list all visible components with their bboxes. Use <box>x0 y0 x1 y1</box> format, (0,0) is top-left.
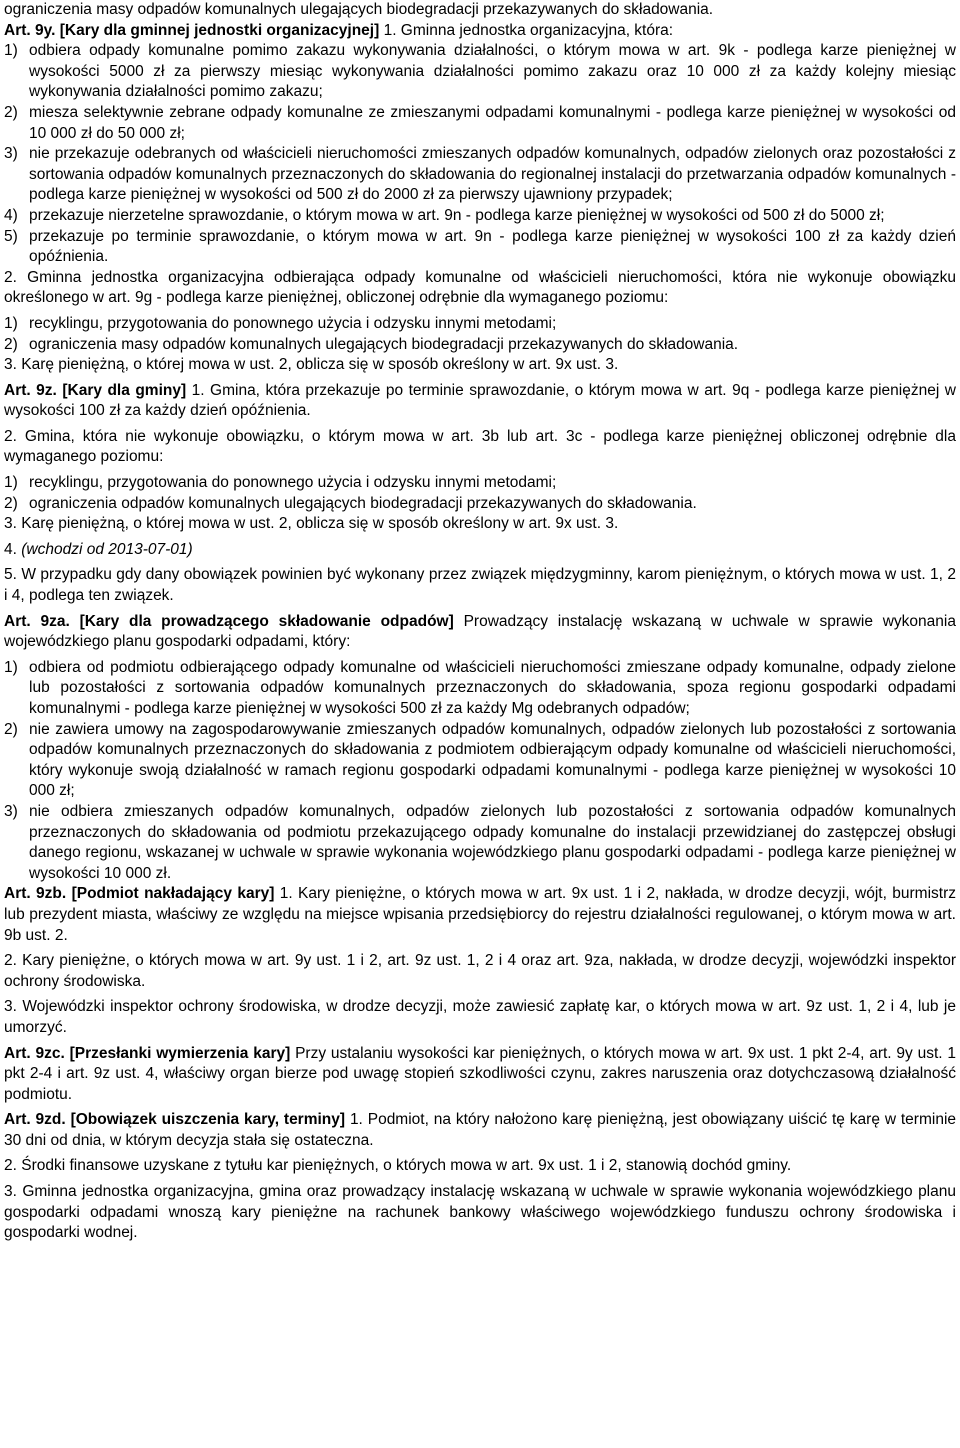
list-item: 3) nie odbiera zmieszanych odpadów komunalnych, odpadów zielonych lub pozostałości z sortowania odpadów komunalnych przeznaczonych do składowania od podmiotu przekazującego odpady komunalne do instalacji przewidzianej do zastępczej obsługi danego regionu, wskazanej w uchwale w sprawie wykonania wojewódzkiego planu gospodarki odpadami - podlega karze pieniężnej w wysokości 10 000 zł. <box>4 802 956 882</box>
paragraph: 2. Środki finansowe uzyskane z tytułu kar pieniężnych, o których mowa w art. 9x ust. 1 i 2, stanowią dochód gminy. <box>4 1157 792 1175</box>
article-number: Art. 9zb. <box>4 885 67 903</box>
list-item: 2) ograniczenia odpadów komunalnych ulegających biodegradacji przekazywanych do składowania. <box>4 494 697 512</box>
list-item: 4) przekazuje nierzetelne sprawozdanie, o którym mowa w art. 9n - podlega karze pieniężnej w wysokości od 500 zł do 5000 zł; <box>4 206 885 224</box>
article-number: Art. 9zd. <box>4 1111 66 1129</box>
article-title: [Obowiązek uiszczenia kary, terminy] <box>70 1111 346 1129</box>
article-title: [Przesłanki wymierzenia kary] <box>69 1044 291 1062</box>
list-item: 2) miesza selektywnie zebrane odpady komunalne ze zmieszanymi odpadami komunalnymi - podlega karze pieniężnej w wysokości od 10 000 zł do 50 000 zł; <box>4 103 956 142</box>
article-9zd-intro: Art. 9zd. [Obowiązek uiszczenia kary, terminy] 1. Podmiot, na który nałożono karę pieniężną, jest obowiązany uiścić tę karę w terminie 30 dni od dnia, w którym decyzja stała się ostateczna. <box>4 1111 957 1149</box>
paragraph: 5. W przypadku gdy dany obowiązek powinien być wykonany przez związek międzygminny, karom pieniężnym, o których mowa w ust. 1, 2 i 4, podlega ten związek. <box>4 566 956 605</box>
article-9zb-intro: Art. 9zb. [Podmiot nakładający kary] 1. Kary pieniężne, o których mowa w art. 9x ust. 1 i 2, nakłada, w drodze decyzji, wójt, burmistrz lub prezydent miasta, właściwy ze względu na miejsce wpisania przedsiębiorcy do rejestru działalności regulowanej, o którym mowa w art. 9b ust. 2. <box>4 885 956 944</box>
list-item: 2) nie zawiera umowy na zagospodarowywanie zmieszanych odpadów komunalnych, odpadów zielonych lub pozostałości z sortowania odpadów komunalnych przeznaczonych do składowania z podmiotem odbierającym odpady komunalne od właścicieli nieruchomości, który wykonuje swoją działalność w ramach regionu gospodarki odpadami komunalnymi - podlega karze pieniężnej w wysokości 10 000 zł; <box>4 720 956 800</box>
article-title: [Kary dla prowadzącego składowanie odpadów] <box>79 612 454 630</box>
paragraph: ograniczenia masy odpadów komunalnych ulegających biodegradacji przekazywanych do składowania. <box>4 1 714 18</box>
list-item: 2) ograniczenia masy odpadów komunalnych ulegających biodegradacji przekazywanych do składowania. <box>4 335 739 353</box>
list-item: 1) odbiera od podmiotu odbierającego odpady komunalne od właścicieli nieruchomości zmieszane odpady komunalne, odpady zielone lub pozostałości z sortowania odpadów komunalnych przeznaczonych do składowania, spoza regionu gospodarki odpadami komunalnymi - podlega karze pieniężnej w wysokości 500 zł za każdy Mg odebranych odpadów; <box>4 658 956 717</box>
paragraph: 2. Gminna jednostka organizacyjna odbierająca odpady komunalne od właścicieli nieruchomości, która nie wykonuje obowiązku określonego w art. 9g - podlega karze pieniężnej, obliczonej odrębnie dla wymaganego poziomu: <box>4 268 956 307</box>
article-9zc: Art. 9zc. [Przesłanki wymierzenia kary] Przy ustalaniu wysokości kar pieniężnych, o których mowa w art. 9x ust. 1 pkt 2-4, art. 9y ust. 1 pkt 2-4 i art. 9z ust. 4, właściwy organ bierze pod uwagę stopień szkodliwości czynu, zakres naruszenia oraz dotychczasową działalność podmiotu. <box>4 1044 956 1103</box>
article-number: Art. 9z. <box>4 381 57 399</box>
paragraph: 2. Kary pieniężne, o których mowa w art. 9y ust. 1 i 2, art. 9z ust. 1, 2 i 4 oraz art. 9za, nakłada, w drodze decyzji, wojewódzki inspektor ochrony środowiska. <box>4 952 956 990</box>
list-item: 5) przekazuje po terminie sprawozdanie, o którym mowa w art. 9n - podlega karze pieniężnej w wysokości 100 zł za każdy dzień opóźnienia. <box>4 227 956 266</box>
list-item: 1) odbiera odpady komunalne pomimo zakazu wykonywania działalności, o którym mowa w art. 9k - podlega karze pieniężnej w wysokości 5000 zł za pierwszy miesiąc wykonywania działalności pomimo zakazu oraz 10 000 zł za każdy kolejny miesiąc wykonywania działalności pomimo zakazu; <box>4 42 956 101</box>
article-title: [Kary dla gminy] <box>62 381 187 399</box>
paragraph: 3. Gminna jednostka organizacyjna, gmina oraz prowadzący instalację wskazaną w uchwale w sprawie wykonania wojewódzkiego planu gospodarki odpadami wnoszą kary pieniężne na rachunek bankowy właściwego wojewódzkiego funduszu ochrony środowiska i gospodarki wodnej. <box>4 1183 956 1242</box>
article-title: [Kary dla gminnej jednostki organizacyjnej] <box>59 21 380 39</box>
list-item: 1) recyklingu, przygotowania do ponownego użycia i odzysku innymi metodami; <box>4 474 557 492</box>
article-number: Art. 9y. <box>4 21 56 39</box>
paragraph: 3. Karę pieniężną, o której mowa w ust. 2, oblicza się w sposób określony w art. 9x ust. 3. <box>4 356 619 374</box>
article-number: Art. 9zc. <box>4 1044 65 1062</box>
article-title: [Podmiot nakładający kary] <box>71 885 275 903</box>
article-9z-intro: Art. 9z. [Kary dla gminy] 1. Gmina, która przekazuje po terminie sprawozdanie, o którym mowa w art. 9q - podlega karze pieniężnej w wysokości 100 zł za każdy dzień opóźnienia. <box>4 381 956 420</box>
article-9y-intro: Art. 9y. [Kary dla gminnej jednostki organizacyjnej] 1. Gminna jednostka organizacyjna, która: <box>4 21 674 39</box>
paragraph: 3. Wojewódzki inspektor ochrony środowiska, w drodze decyzji, może zawiesić zapłatę kar, o których mowa w art. 9z ust. 1, 2 i 4, lub je umorzyć. <box>4 998 956 1036</box>
paragraph: 4. (wchodzi od 2013-07-01) <box>4 540 193 558</box>
article-9za-intro: Art. 9za. [Kary dla prowadzącego składowanie odpadów] Prowadzący instalację wskazaną w uchwale w sprawie wykonania wojewódzkiego planu gospodarki odpadami, który: <box>4 612 956 651</box>
paragraph: 2. Gmina, która nie wykonuje obowiązku, o którym mowa w art. 3b lub art. 3c - podlega karze pieniężnej obliczonej odrębnie dla wymaganego poziomu: <box>4 427 956 466</box>
list-item: 1) recyklingu, przygotowania do ponownego użycia i odzysku innymi metodami; <box>4 314 557 332</box>
list-item: 3) nie przekazuje odebranych od właścicieli nieruchomości zmieszanych odpadów komunalnych, odpadów zielonych oraz pozostałości z sortowania odpadów komunalnych przeznaczonych do składowania do regionalnej instalacji do przetwarzania odpadów komunalnych - podlega karze pieniężnej w wysokości od 500 zł do 2000 zł za pierwszy ujawniony przypadek; <box>4 145 956 204</box>
article-number: Art. 9za. <box>4 612 70 630</box>
paragraph: 3. Karę pieniężną, o której mowa w ust. 2, oblicza się w sposób określony w art. 9x ust. 3. <box>4 515 619 533</box>
